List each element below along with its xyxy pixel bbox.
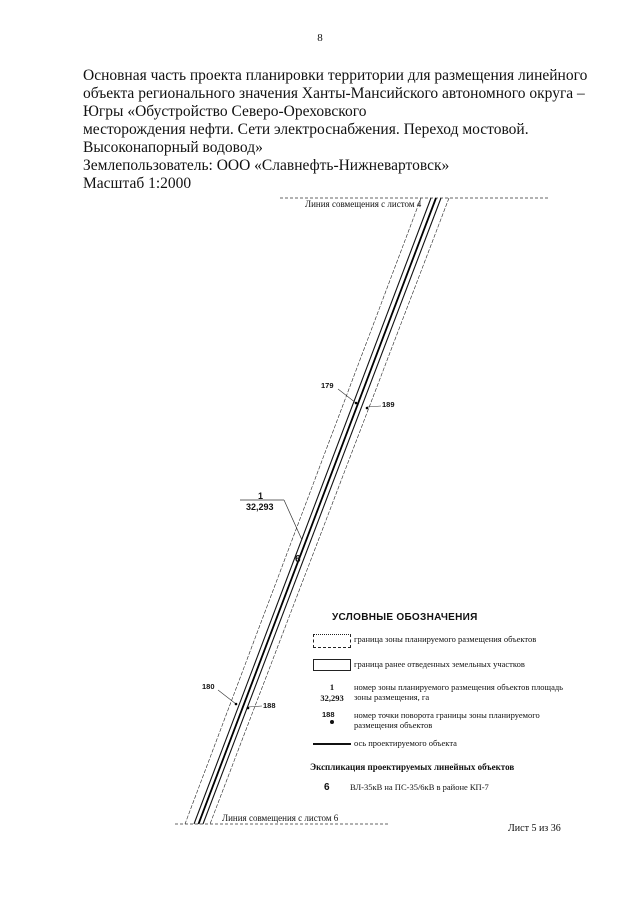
zone-number-label: 1	[258, 491, 264, 501]
axis-line-symbol	[313, 743, 351, 745]
explication-text: ВЛ-35кВ на ПС-35/6кВ в районе КП-7	[350, 782, 489, 792]
explication-number: 6	[324, 782, 330, 793]
point-188-marker	[247, 707, 250, 710]
point-179-marker	[355, 402, 358, 405]
legend-text: ось проектируемого объекта	[354, 738, 457, 748]
legend-title: УСЛОВНЫЕ ОБОЗНАЧЕНИЯ	[332, 612, 478, 623]
parcel-boundary-right	[203, 198, 441, 824]
point-180-marker	[235, 703, 238, 706]
header-line-4: месторождения нефти. Сети электроснабжения. Переход мостовой.	[83, 121, 529, 138]
point-label-180: 180	[202, 682, 215, 691]
header-line-1: Основная часть проекта планировки территории для размещения линейного	[83, 67, 588, 84]
legend-text: граница зоны планируемого размещения объектов	[354, 634, 537, 644]
zone-number-symbol	[310, 682, 354, 704]
point-180-leader	[218, 690, 236, 704]
header-line-5: Высоконапорный водовод»	[83, 139, 263, 156]
point-179-leader	[338, 389, 356, 403]
zone-area-label: 32,293	[246, 502, 274, 512]
point-label-188: 188	[263, 701, 276, 710]
turn-point-dot-icon	[330, 720, 334, 724]
header-line-land-user: Землепользователь: ООО «Славнефть-Нижневартовск»	[83, 157, 450, 174]
zone-number-symbol-top: 1	[329, 682, 335, 692]
turn-point-symbol-label: 188	[322, 710, 335, 719]
header-line-scale: Масштаб 1:2000	[83, 175, 192, 192]
zone-number-symbol-bottom: 32,293	[320, 693, 344, 703]
object-axis-line	[199, 198, 437, 824]
legend-text: граница ранее отведенных земельных участков	[354, 659, 525, 669]
sheet-counter: Лист 5 из 36	[508, 823, 561, 834]
solid-boundary-symbol	[313, 659, 351, 671]
zone-boundary-left	[185, 198, 421, 824]
point-189-marker	[366, 407, 369, 410]
point-label-189: 189	[382, 400, 395, 409]
dashed-boundary-symbol	[313, 634, 351, 648]
junction-label-top: Линия совмещения с листом 4	[305, 199, 422, 209]
header-line-2: объекта регионального значения Ханты-Мансийского автономного округа –	[83, 85, 585, 102]
page-number: 8	[317, 32, 323, 44]
object-number-label: 6	[295, 554, 301, 565]
legend-text: номер точки поворота границы зоны планируемого размещения объектов	[354, 710, 540, 730]
parcel-boundary-left	[194, 198, 431, 824]
header-line-3: Югры «Обустройство Северо-Ореховского	[83, 103, 367, 120]
legend-text: номер зоны планируемого размещения объектов площадь зоны размещения, га	[354, 682, 564, 702]
junction-label-bottom: Линия совмещения с листом 6	[222, 813, 339, 823]
explication-title: Экспликация проектируемых линейных объектов	[310, 762, 515, 772]
point-label-179: 179	[321, 381, 334, 390]
